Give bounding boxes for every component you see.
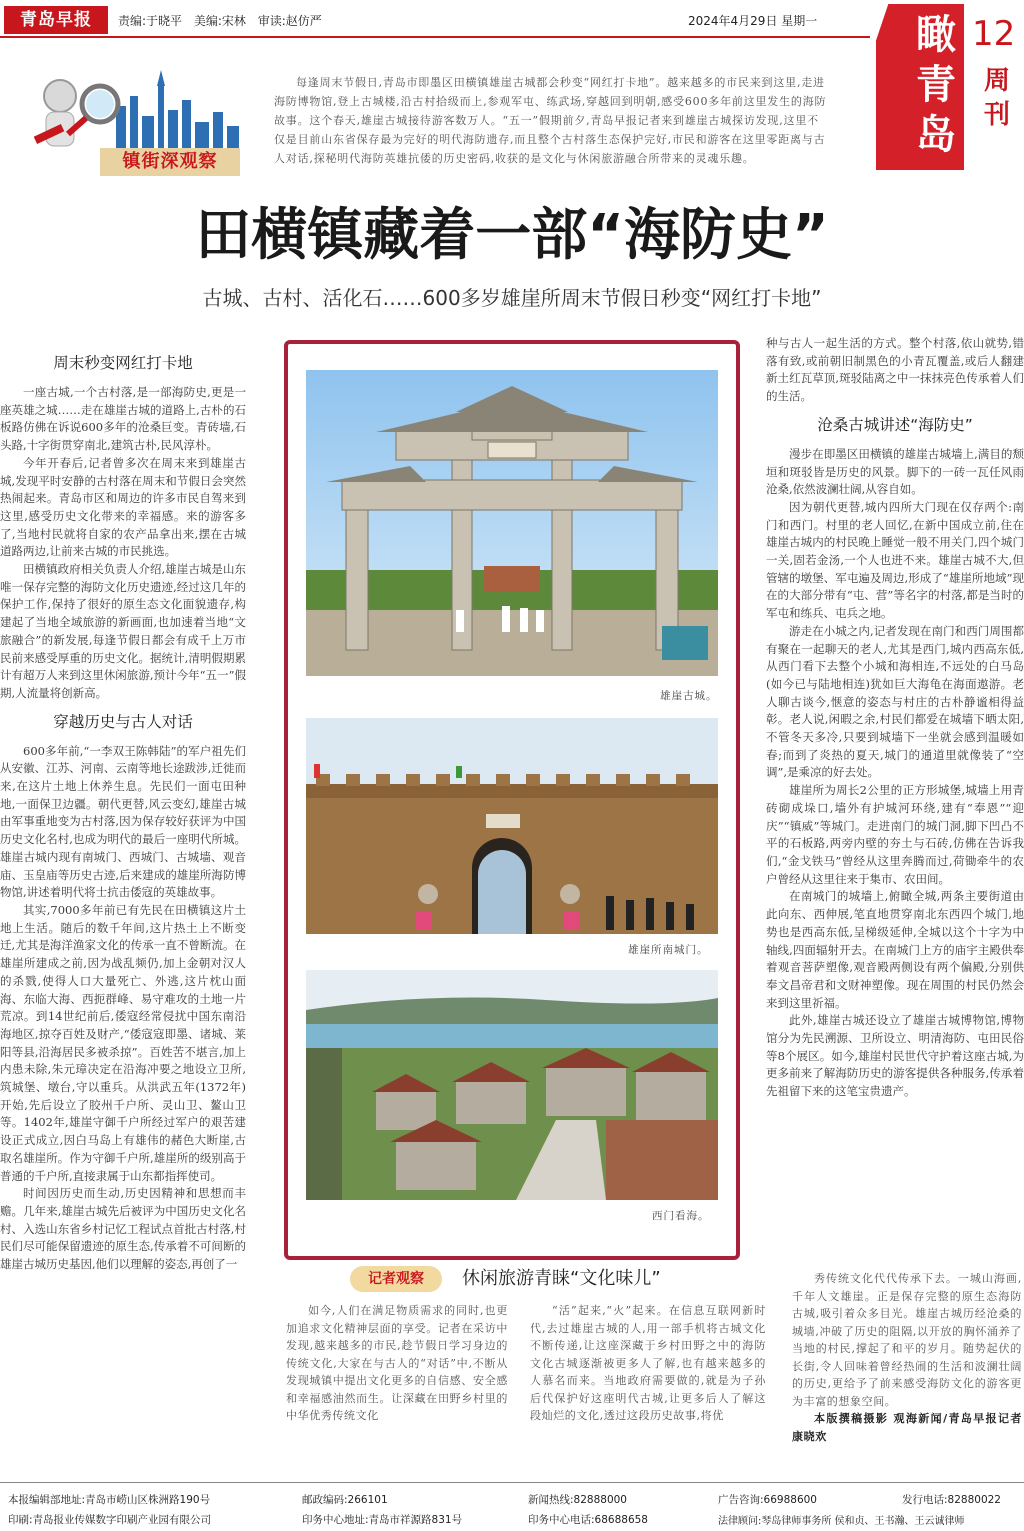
paragraph: “活”起来,“火”起来。在信息互联网新时代,去过雄崖古城的人,用一部手机将古城文化不断传递,让这座深藏于乡村田野之中的海防文化古城逐渐被更多人了解,也有越来越多的人慕名而来。当地政府需要做的,就是为子孙后代保护好这座明代古城,让更多后人了解这段灿烂的文化,透过这段历史故事,将优 [530,1304,766,1422]
legal-counsel: 法律顾问:琴岛律师事务所 侯和贞、王书瀚、王云诚律师 [718,1516,965,1527]
photo-caption-2: 雄崖所南城门。 [628,944,709,956]
archway-photo [306,370,718,676]
weekly-label: 周刊 [983,66,1010,130]
proof-credit: 审读:赵仿严 [257,14,322,28]
photo-caption-1: 雄崖古城。 [660,690,718,702]
headline: 田横镇藏着一部“海防史” [195,203,829,268]
page-number: 12 [972,14,1016,54]
paragraph: 田横镇政府相关负责人介绍,雄崖古城是山东唯一保存完整的海防文化历史遗迹,经过这几年的保护工作,保持了很好的原生态文化面貌遗存,构建起了当地全域旅游的新画面,也加速着当地“文旅融合”的新发展,每逢节假日都会有成千上万市民前来感受厚重的历史文化。据统计,清明假期累计有超万人来到这里休闲旅游,预计今年“五一”假期,人流量将创新高。 [0,562,246,700]
paragraph: 秀传统文化代代传承下去。一城山海画,千年人文雄崖。正是保存完整的原生态海防古城,吸引着众多目光。雄崖古城历经沧桑的城墙,冲破了历史的阻隔,以开放的胸怀涌养了当地的村民,撑起了和平的岁月。随势起伏的长街,令人回味着曾经热闹的生活和波澜壮阔的历史,更给予了前来感受海防文化的游客更为丰富的想象空间。 [792,1272,1022,1408]
sea-view-photo [306,970,718,1200]
newspaper-logo: 青岛早报 [4,6,108,34]
paragraph: 此外,雄崖古城还设立了雄崖古城博物馆,博物馆分为先民溯源、卫所设立、明清海防、屯田民俗等8个展区。如今,雄崖村民世代守护着这座古城,为更多前来了解海防历史的游客提供各种服务,传承着先祖留下来的这笔宝贵遗产。 [766,1013,1024,1099]
column-label: 镇街深观察 [100,148,240,176]
intro-paragraph: 每逢周末节假日,青岛市即墨区田横镇雄崖古城都会秒变“网红打卡地”。越来越多的市民来到这里,走进海防博物馆,登上古城楼,沿古村拾级而上,参观军屯、练武场,穿越回到明朝,感受600多年前这里发生的海防故事。这个春天,雄崖古城接待游客数万人。“五一”假期前夕,青岛早报记者来到雄崖古城探访发现,这里不仅是目前山东省保存最为完好的明代海防遗存,而且整个古村落生态保护完好,市民和游客在这里零距离与古人对话,探秘明代海防英雄抗倭的历史密码,收获的是文化与休闲旅游融合所带来的灵魂乐趣。 [274,76,827,165]
right-column [766,335,1024,1101]
paragraph: 今年开春后,记者曾多次在周末来到雄崖古城,发现平时安静的古村落在周末和节假日会突然热闹起来。青岛市区和周边的许多市民自驾来到这里,感受历史文化带来的幸福感。来的游客多了,当地村民就将自家的农产品拿出来,摆在古城道路两边,让前来古城的市民挑选。 [0,455,246,559]
left-column [0,344,246,1274]
section-title-3: 沧桑古城讲述“海防史” [817,415,973,434]
paragraph: 其实,7000多年前已有先民在田横镇这片土地上生活。随后的数千年间,这片热土上不断变迁,尤其是海洋渔家文化的传承一直不曾断流。在雄崖所建成之前,因为战乱频仍,加上金朝对汉人的杀戮,使得人口大量死亡、外逃,这片枕山面海、东临大海、西扼群峰、易守难攻的土地一片荒凉。到14世纪前后,倭寇经常侵扰中国东南沿海地区,掠夺百姓及财产,“倭寇寇即墨、诸城、莱阳等县,沿海居民多被杀掠”。百姓苦不堪言,加上内患未除,朱元璋决定在沿海冲要之地设立卫所,筑城堡、墩台,守以重兵。从洪武五年(1372年)开始,先后设立了胶州千户所、灵山卫、鳌山卫等。1402年,雄崖守御千户所经过军户的艰苦建设正式成立,因白马岛上有雄伟的赭色大断崖,古取名雄崖所。作为守御千户所,雄崖所的级别高于普通的千户所,直接隶属于山东都指挥使司。 [0,902,246,1183]
byline: 本版撰稿摄影 观海新闻/青岛早报记者 康晓欢 [792,1412,1022,1443]
editorial-address: 本报编辑部地址:青岛市崂山区株洲路190号 [8,1494,211,1506]
news-hotline: 新闻热线:82888000 [528,1494,627,1506]
south-gate-photo [306,718,718,934]
paragraph: 如今,人们在满足物质需求的同时,也更加追求文化精神层面的享受。记者在采访中发现,越来越多的市民,趁节假日学习身边的传统文化,大家在与古人的“对话”中,不断从发现城镇中提出文化更多的自信感、安全感和幸福感油然而生。让深藏在田野乡村里的中华优秀传统文化 [286,1304,508,1422]
subheadline: 古城、古村、活化石……600多岁雄崖所周末节假日秒变“网红打卡地” [202,286,822,310]
ad-contact: 广告咨询:66988600 [718,1494,817,1506]
distribution-phone: 发行电话:82880022 [902,1494,1001,1506]
continued-paragraph: 种与古人一起生活的方式。整个村落,依山就势,错落有致,或前朝旧制黑色的小青瓦覆盖,或后人翻建新土红瓦草顶,斑驳陆离之中一抹抹亮色传承着人们的生活。 [766,336,1024,404]
paragraph: 游走在小城之内,记者发现在南门和西门周围都有聚在一起聊天的老人,尤其是西门,城内西高东低,从西门看下去整个小城和海相连,不远处的白马岛(如今已与陆地相连)犹如巨大海龟在海面遨游。老人聊古谈今,惬意的姿态与村庄的古朴静谧相得益彰。老人说,闲暇之余,村民们都爱在城墙下晒太阳,不管冬天多冷,只要到城墙下一坐就会感到温暖如春;而到了炎热的夏天,城门的通道里就像装了“空调”,是乘凉的好去处。 [766,623,1024,780]
printer: 印刷:青岛报业传媒数字印刷产业园有限公司 [8,1514,212,1526]
header-rule [0,36,870,38]
print-center-address: 印务中心地址:青岛市祥源路831号 [302,1514,463,1526]
paragraph: 一座古城,一个古村落,是一部海防史,更是一座英雄之城……走在雄崖古城的道路上,古朴的石板路仿佛在诉说600多年的沧桑巨变。青砖墙,石头路,十字街贯穿南北,建筑古朴,民风淳朴。 [0,385,246,453]
paragraph: 600多年前,“一李双王陈韩陆”的军户祖先们从安徽、江苏、河南、云南等地长途跋涉,迁徙而来,在这片土地上休养生息。先民们一面屯田种地,一面保卫边疆。朝代更替,风云变幻,雄崖古城由军事重地变为古村落,因为保存较好获评为中国历史文化名村,也成为明代的最后一座明代所城。雄崖古城内现有南城门、西城门、古城墙、观音庙、玉皇庙等历史古迹,后来建成的雄崖所海防博物馆,讲述着明代将士抗击倭寇的英雄故事。 [0,743,246,900]
section-masthead [876,4,1024,172]
observation-col-3 [792,1270,1022,1445]
observation-col-1 [286,1302,508,1425]
credits [118,12,330,29]
photo-caption-3: 西门看海。 [652,1210,710,1222]
postcode: 邮政编码:266101 [302,1494,388,1506]
page-footer [0,1488,1024,1530]
page-header [0,0,860,40]
observation-col-2 [530,1302,766,1425]
section-title-1: 周末秒变网红打卡地 [53,354,193,372]
editor-credit: 责编:于晓平 [118,14,183,28]
section-title-2: 穿越历史与古人对话 [53,712,193,731]
paragraph: 雄崖所为周长2公里的正方形城堡,城墙上用青砖砌成垛口,墙外有护城河环绕,建有“奉恩”“迎庆”“镇威”等城门。走进南门的城门洞,脚下凹凸不平的石板路,两旁内壁的夯土与石砖,仿佛在告诉我们,“金戈铁马”曾经从这里奔腾而过,荷锄牵牛的农户曾经从这里往来于集市、农田间。 [766,783,1024,886]
art-credit: 美编:宋林 [193,14,246,28]
section-title: 瞰青岛 [916,12,956,158]
print-center-phone: 印务中心电话:68688658 [528,1514,648,1526]
footer-rule [0,1482,1024,1483]
issue-date: 2024年4月29日 星期一 [688,14,818,28]
observation-tag: 记者观察 [350,1266,442,1292]
paragraph: 在南城门的城墙上,俯瞰全城,两条主要街道由此向东、西伸展,笔直地贯穿南北东西四个城门,地势也是西高东低,呈梯级延伸,全城以这个十字为中轴线,四面辐射开去。在南城门上方的庙宇主殿供奉着观音菩萨塑像,观音殿两侧设有两个偏殿,分别供奉文昌帝君和文财神塑像。现在周围的村民仍然会来到这里祈福。 [766,889,1024,1010]
observation-title: 休闲旅游青睐“文化味儿” [462,1268,661,1289]
magnifier-figure-icon [34,80,118,146]
paragraph: 因为朝代更替,城内四所大门现在仅存两个:南门和西门。村里的老人回忆,在新中国成立前,住在雄崖古城内的村民晚上睡觉一般不用关门,四个城门一关,固若金汤,一个人也进不来。雄崖古城不大,但管辖的墩堡、军屯遍及周边,形成了“雄崖所地域”现在的大部分带有“屯、营”等名字的村落,都是当时的军屯和练兵、屯兵之地。 [766,499,1024,621]
paragraph: 漫步在即墨区田横镇的雄崖古城墙上,满目的颓垣和斑驳皆是历史的风景。脚下的一砖一瓦任风雨沧桑,依然波澜壮阔,从容自如。 [766,446,1024,497]
paragraph: 时间因历史而生动,历史因精神和思想而丰赡。几年来,雄崖古城先后被评为中国历史文化名村、入选山东省乡村记忆工程试点首批古村落,村民们尽可能保留遗迹的原生态,传承着不可间断的雄崖古城历史基因,他们以理解的姿态,再创了一 [0,1186,246,1272]
